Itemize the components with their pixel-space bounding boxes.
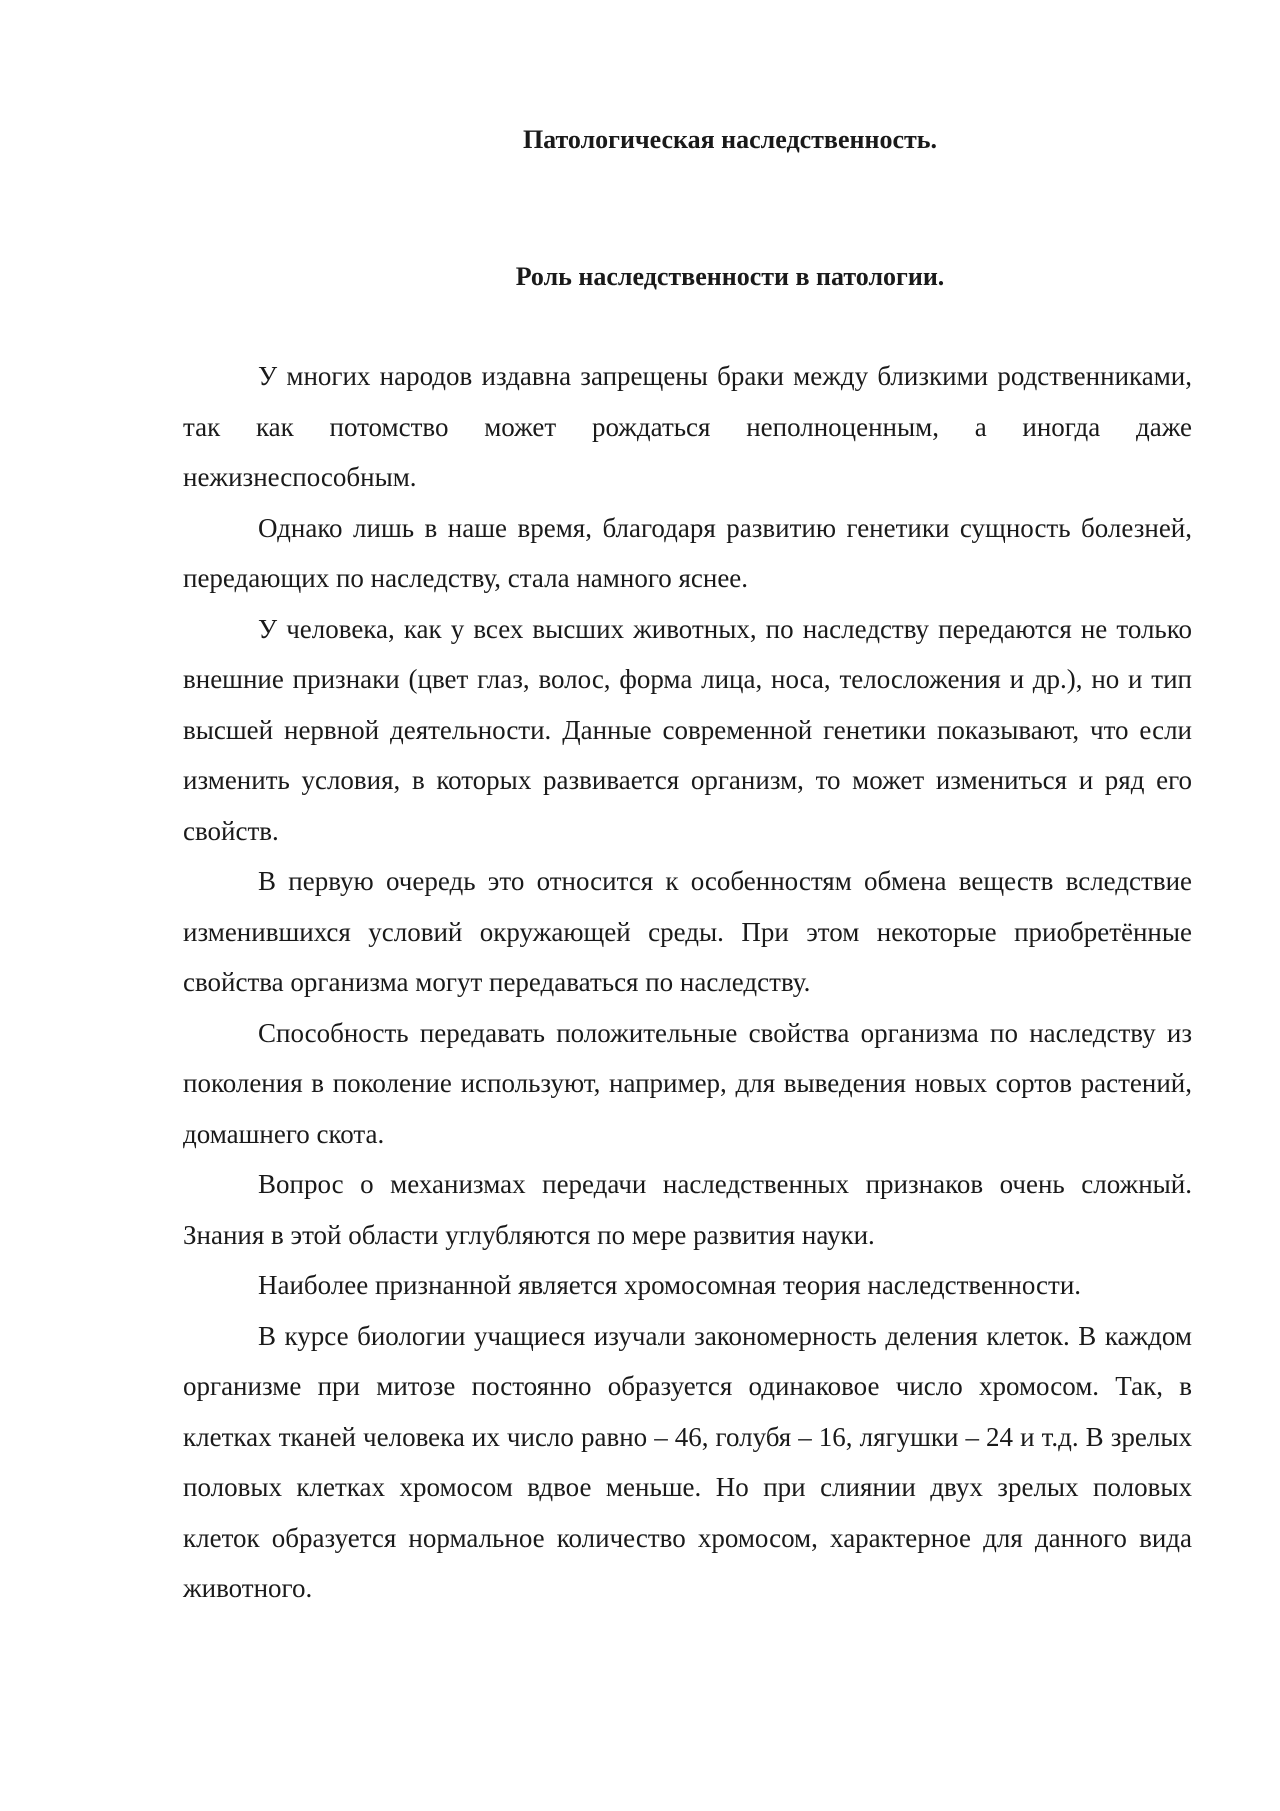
paragraph: В курсе биологии учащиеся изучали закономерность деления клеток. В каждом организме при митозе постоянно образуется одинаковое число хромосом. Так, в клетках тканей человека их число равно – 46, голубя – 16, лягушки – 24 и т.д. В зрелых половых клетках хромосом вдвое меньше. Но при слиянии двух зрелых половых клеток образуется нормальное количество хромосом, характерное для данного вида животного. xyxy=(183,1320,1192,1603)
paragraph: В первую очередь это относится к особенностям обмена веществ вследствие изменившихся условий окружающей среды. При этом некоторые приобретённые свойства организма могут передаваться по наследству. xyxy=(183,866,1192,997)
paragraph: У многих народов издавна запрещены браки между близкими родственниками, так как потомство может рождаться неполноценным, а иногда даже нежизнеспособным. xyxy=(183,361,1192,492)
document-content xyxy=(183,118,1192,1614)
document-title: Патологическая наследственность. xyxy=(522,125,938,154)
paragraph: Наиболее признанной является хромосомная теория наследственности. xyxy=(258,1270,1082,1300)
body-text xyxy=(183,351,1192,1614)
paragraph: Способность передавать положительные свойства организма по наследству из поколения в поколение используют, например, для выведения новых сортов растений, домашнего скота. xyxy=(183,1017,1192,1149)
paragraph: Вопрос о механизмах передачи наследственных признаков очень сложный. Знания в этой области углубляются по мере развития науки. xyxy=(183,1169,1192,1250)
section-heading: Роль наследственности в патологии. xyxy=(515,262,945,291)
paragraph: Однако лишь в наше время, благодаря развитию генетики сущность болезней, передающих по наследству, стала намного яснее. xyxy=(183,512,1192,593)
paragraph: У человека, как у всех высших животных, по наследству передаются не только внешние признаки (цвет глаз, волос, форма лица, носа, телосложения и др.), но и тип высшей нервной деятельности. Данные современной генетики показывают, что если изменить условия, в которых развивается организм, то может измениться и ряд его свойств. xyxy=(183,613,1192,846)
